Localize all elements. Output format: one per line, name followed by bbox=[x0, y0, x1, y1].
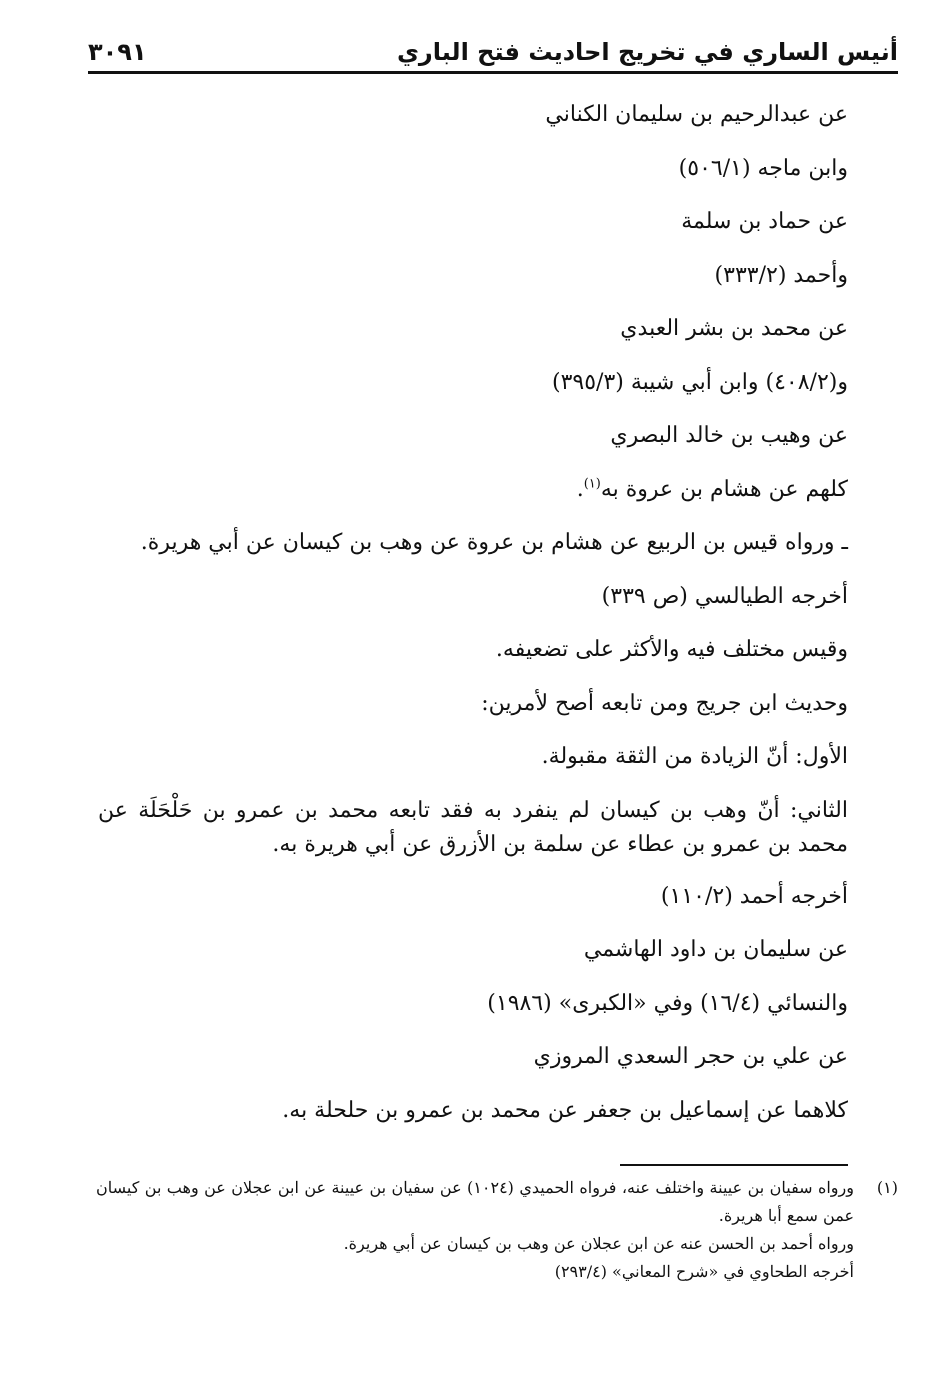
text-line: وابن ماجه (٥٠٦/١) bbox=[678, 155, 848, 181]
text-paragraph: الثاني: أنّ وهب بن كيسان لم ينفرد به فقد تابعه محمد بن عمرو بن حَلْحَلَة عن محمد بن عمرو بن عطاء عن سلمة بن الأزرق عن أبي هريرة به. bbox=[98, 797, 848, 857]
footnote-separator bbox=[620, 1164, 848, 1166]
text-line: وحديث ابن جريج ومن تابعه أصح لأمرين: bbox=[481, 690, 848, 716]
text-line: عن عبدالرحيم بن سليمان الكناني bbox=[545, 102, 848, 127]
footnote-text: ورواه سفيان بن عيينة واختلف عنه، فرواه الحميدي (١٠٢٤) عن سفيان بن عيينة عن ابن عجلان عن وهب بن كيسان عمن سمع أبا هريرة. bbox=[96, 1178, 854, 1225]
text-line: عن حماد بن سلمة bbox=[681, 209, 848, 234]
footnotes bbox=[96, 1174, 898, 1286]
text-line: عن سليمان بن داود الهاشمي bbox=[583, 937, 848, 962]
main-text bbox=[100, 88, 848, 1137]
text-line: كلاهما عن إسماعيل بن جعفر عن محمد بن عمرو بن حلحلة به. bbox=[282, 1097, 848, 1123]
text-line-content: كلهم عن هشام بن عروة به bbox=[600, 476, 848, 502]
running-title: أنيس الساري في تخريج احاديث فتح الباري bbox=[396, 38, 898, 66]
text-line-with-footnote bbox=[100, 463, 848, 517]
text-line: وقيس مختلف فيه والأكثر على تضعيفه. bbox=[495, 637, 848, 662]
footnote-mark: (١) bbox=[876, 1178, 898, 1197]
text-line: عن محمد بن بشر العبدي bbox=[620, 316, 848, 341]
text-line: عن علي بن حجر السعدي المروزي bbox=[533, 1044, 848, 1069]
text-line: الأول: أنّ الزيادة من الثقة مقبولة. bbox=[541, 744, 848, 769]
text-line: أخرجه أحمد (١١٠/٢) bbox=[660, 883, 848, 909]
text-line: والنسائي (١٦/٤) وفي «الكبرى» (١٩٨٦) bbox=[487, 990, 848, 1016]
footnote-text: ورواه أحمد بن الحسن عنه عن ابن عجلان عن وهب بن كيسان عن أبي هريرة. bbox=[343, 1234, 854, 1253]
text-line: وأحمد (٣٣٣/٢) bbox=[714, 262, 848, 288]
footnote-reference[interactable]: (١) bbox=[583, 476, 601, 492]
footnote-text: أخرجه الطحاوي في «شرح المعاني» (٢٩٣/٤) bbox=[554, 1262, 854, 1281]
text-line-period: . bbox=[576, 476, 584, 502]
text-line: أخرجه الطيالسي (ص ٣٣٩) bbox=[601, 583, 848, 609]
text-line: عن وهيب بن خالد البصري bbox=[610, 423, 848, 448]
footnote-body bbox=[96, 1174, 854, 1286]
text-line: و(٤٠٨/٢) وابن أبي شيبة (٣٩٥/٣) bbox=[551, 369, 848, 395]
footnote-item bbox=[96, 1174, 898, 1286]
page-number: ٣٠٩١ bbox=[88, 38, 147, 66]
page-header bbox=[88, 30, 898, 74]
text-line: ـ ورواه قيس بن الربيع عن هشام بن عروة عن وهب بن كيسان عن أبي هريرة. bbox=[140, 530, 848, 555]
